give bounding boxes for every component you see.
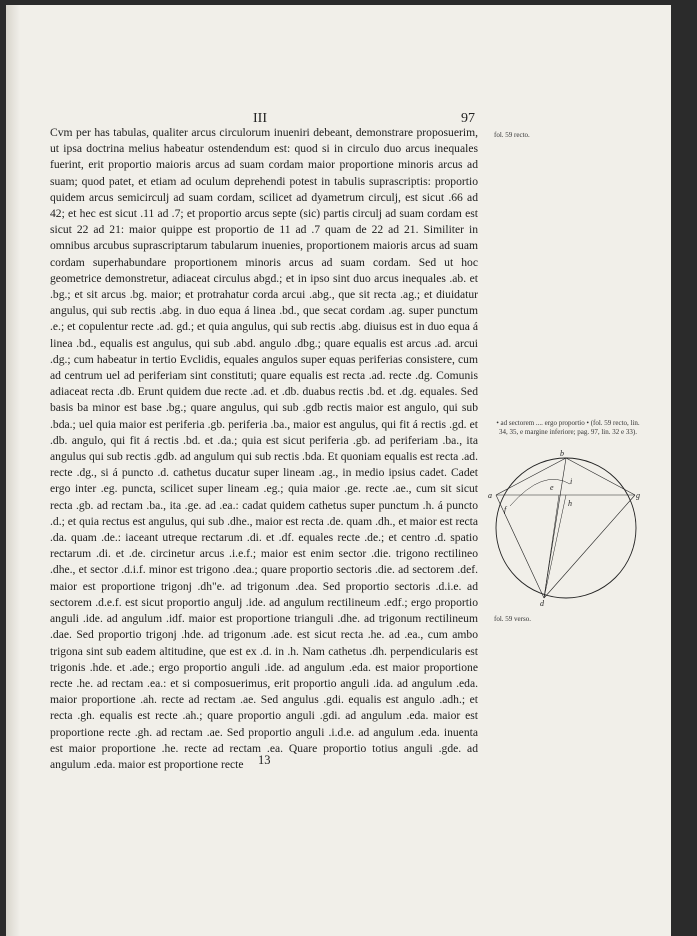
margin-note-top: fol. 59 recto.	[494, 131, 530, 139]
line-dh	[544, 495, 566, 598]
label-e: e	[550, 483, 554, 492]
label-g: g	[636, 491, 640, 500]
label-f: f	[504, 505, 507, 514]
line-bg	[566, 458, 635, 495]
page-gutter-shadow	[6, 5, 20, 936]
page-number: 97	[461, 111, 475, 126]
label-d: d	[540, 599, 544, 608]
line-ab	[496, 458, 566, 495]
body-paragraph: Cvm per has tabulas, qualiter arcus circulorum inueniri debeant, demonstrare proposuerim, ut ipsa doctrina melius habeatur ostendendum est: quod si in circulo duo arcus inequales fuerint, erit proportio maioris arcus ad suam cordam maior proportione minoris arcus ad suam; quod patet, et etiam ad oculum deprehendi potest in tabulis suprascriptis: proportio quidem arcus semicirculj ad suam cordam, scilicet ad dyametrum circulj, est sicut .66 ad 42; et hec est sicut .11 ad .7; et proportio arcus septe (sic) partis circulj ad suam cordam est sicut 22 ad 21: maior quippe est proportio de 11 ad .7 quam de 22 ad 21. Similiter in omnibus arcubus suprascriptarum tabularum inuenies, proportionem maioris arcus ad suam cordam superhabundare proportionem minoris arcus ad suam cordam. Sed ut hoc geometrice demonstretur, adiaceat circulus abgd.; et in ipso sint duo arcus inequales .ab. et .bg.; et sit arcus .bg. maior; et protrahatur corda arcui .abg., que sit recta .ag.; et diuidatur angulus, qui sub rectis .abg. in duo equa á linea .bd., que secat cordam .ag. super punctum .e.; et copulentur recte .ad. gd.; et quia angulus, qui sub rectis .abg. diuisus est in duo equa á linea .bd., equalis est angulus, qui sub .abd. angulo .dbg.; quare equalis est arcus .ad. arcui .dg.; cum habeatur in tertio Evclidis, equales angulos super equas periferias consistere, cum ad centrum uel ad periferiam sint constituti; quare equalis est recta .ad. recte .dg. Comunis adiaceat recta .db. Erunt quidem due recte .ad. et .db. duabus rectis .bd. et .dg. equales. Sed basis ba minor est base .bg.; quare angulus, qui sub .gdb rectis maior est angulo, qui sub .bda.; uel quia maior est periferia .gb. periferia .ba., maior est angulus, qui fit á rectis .gd. et .db. angulo, qui fit á rectis .bd. et .da.; quia est sicut periferia .gb. ad periferiam .ba., ita angulus qui sub rectis .gdb. ad angulum qui sub rectis .bda. Et quoniam equalis est recta .ad. recte .dg., si á puncto .d. cathetus ducatur super lineam .ag., in medio ipsius cadet. Cadet ergo inter .eg. puncta, scilicet super lineam .eg.; quia maior .ge. recte .ae., cum sit sicut recta .gb. ad rectam .ba., ita .ge. ad .ea.: cadat quidem cathetus super punctum .h. á puncto .d.; et quia rectus est angulus, qui sub .dhe., maior est recta .de. quam .dh., et maior est recta .da. quam .de.: iaceant utreque rectarum .di. et .df. equales recte .de.; et centro .d. spatio rectarum .di. et .de. circinetur arcus .i.e.f.; maior est enim sector .die. trigono rectilineo .dhe., et sector .d.i.f. minor est trigono .dea.; quare proportio sectoris .die. ad sectorem .def. maior est proportione trigonj .dh"e. ad trigonum .dea. Sed proportio sectoris .d.i.e. ad sectorem .d.e.f. est sicut proportio angulj .ide. ad angulum rectilineum .edf.; ergo proportio anguli .ide. ad angulum .idf. maior est proportione trianguli .dhe. ad trigonum rectilineum .dae. Sed proportio trigonj .hde. ad trigonum .ade. est sicut recta .he. ad .ea., cum ambo trigona sint sub eadem altitudine, que est ex .d. in .h. Nam cathetus .dh. perpendicularis est trigonis .hde. et .ade.; ergo proportio anguli .ide. ad angulum .eda. est maior proportione recte .he. ad rectam .ea.: et si composuerimus, erit proportio anguli .ida. ad angulum .eda. maior proportione .ah. recte ad rectam .ae. Sed angulus .gdi. equalis est angulo .adh.; et recta .gh. equalis est recte .ah.; quare proportio anguli .gdi. ad angulum .eda. maior est proportione recte .gh. ad rectam .ae. Sed proportio anguli .i.d.e. ad angulum .eda. inuenta est maior proportione .he. recte ad rectam .ea. Quare proportio totius anguli .gde. ad angulum .eda. maior est proportione recte	[50, 126, 478, 771]
geometric-figure	[488, 448, 644, 608]
label-h: h	[568, 499, 572, 508]
margin-note-bottom: fol. 59 verso.	[494, 615, 531, 623]
signature-mark: 13	[258, 753, 271, 767]
margin-note-middle: • ad sectorem .... ergo proportio • (fol. 59 recto, lin. 34, 35, e margine inferiore; pag. 97, lin. 32 e 33).	[496, 419, 640, 436]
label-a: a	[488, 491, 492, 500]
main-text-block	[50, 125, 478, 773]
line-de	[544, 495, 559, 598]
arc-ief	[510, 477, 573, 506]
chapter-number: III	[253, 111, 267, 126]
label-i: i	[570, 477, 573, 486]
label-b: b	[560, 449, 564, 458]
circle-abgd	[496, 458, 636, 598]
